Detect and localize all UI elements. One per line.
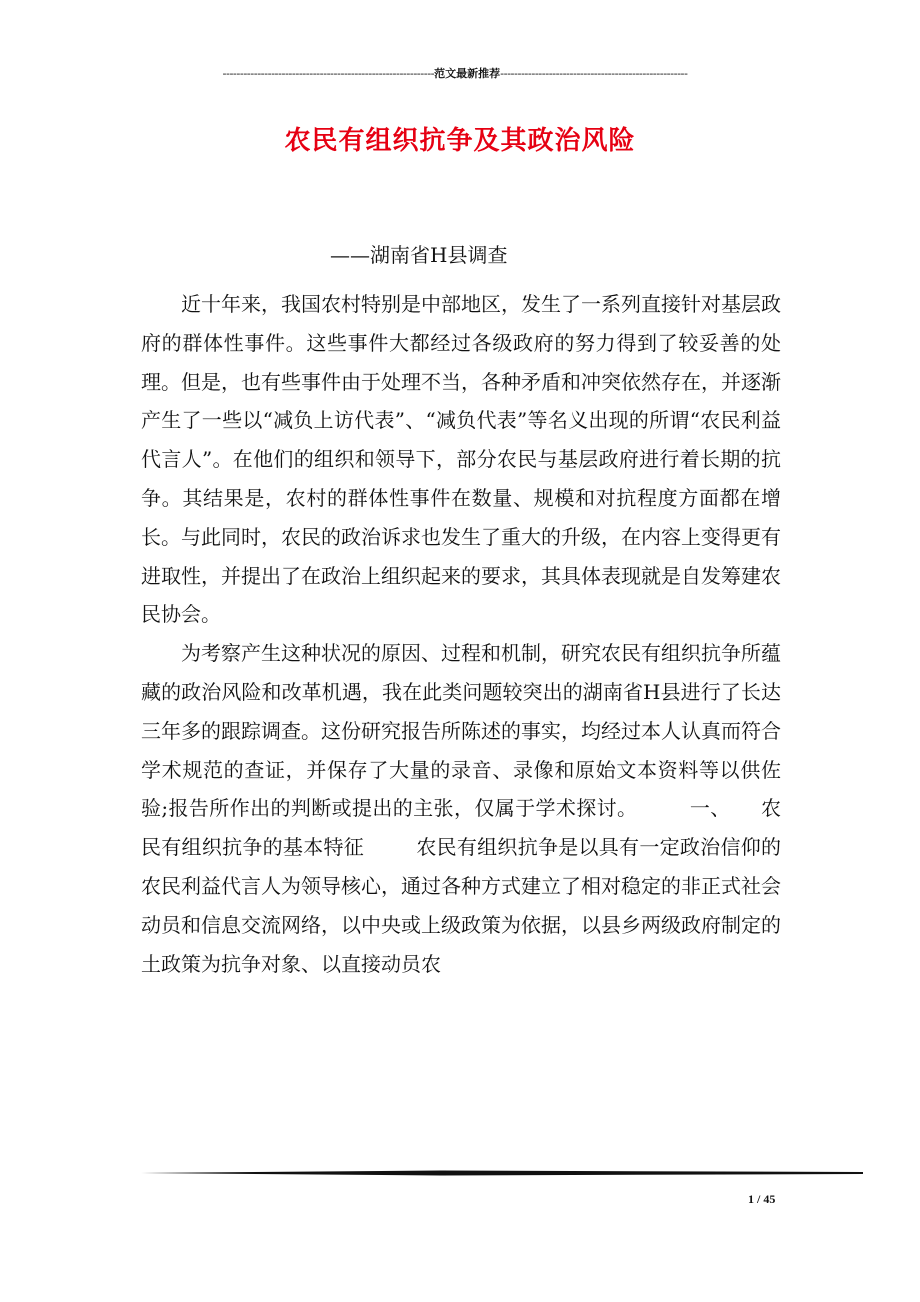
- page-header: [140, 66, 770, 82]
- document-body: [141, 285, 781, 983]
- paragraph-1: 近十年来，我国农村特别是中部地区，发生了一系列直接针对基层政府的群体性事件。这些事件大都经过各级政府的努力得到了较妥善的处理。但是，也有些事件由于处理不当，各种矛盾和冲突依然存在，并逐渐产生了一些以“减负上访代表”、“减负代表”等名义出现的所谓“农民利益代言人”。在他们的组织和领导下，部分农民与基层政府进行着长期的抗争。其结果是，农村的群体性事件在数量、规模和对抗程度方面都在增长。与此同时，农民的政治诉求也发生了重大的升级，在内容上变得更有进取性，并提出了在政治上组织起来的要求，其具体表现就是自发筹建农民协会。: [141, 292, 781, 627]
- document-subtitle: ——湖南省H县调查: [330, 243, 508, 267]
- document-title: 农民有组织抗争及其政治风险: [284, 126, 636, 156]
- header-dashes-left: -------------------------------------------------------------: [222, 67, 435, 80]
- paragraph-2-text: 为考察产生这种状况的原因、过程和机制，研究农民有组织抗争所蕴藏的政治风险和改革机遇，我在此类问题较突出的湖南省H县进行了长达三年多的跟踪调查。这份研究报告所陈述的事实，均经过本人认真而符合学术规范的查证，并保存了大量的录音、录像和原始文本资料等以供佐验;报告所作出的判断或提出的主张，仅属于学术探讨。: [141, 641, 781, 821]
- section-text: 农民有组织抗争是以具有一定政治信仰的农民利益代言人为领导核心，通过各种方式建立了相对稳定的非正式社会动员和信息交流网络，以中央或上级政策为依据，以县乡两级政府制定的土政策为抗争对象、以直接动员农: [141, 835, 782, 976]
- paragraph-2: [141, 634, 781, 983]
- page-number: 1 / 45: [748, 1192, 776, 1206]
- header-text: 范文最新推荐: [434, 67, 501, 80]
- section-number: 一、: [689, 796, 731, 821]
- header-dashes-right: ------------------------------------------------------: [500, 67, 688, 80]
- section-heading: 农民有组织抗争的基本特征: [141, 796, 781, 860]
- footer-rule: [141, 1170, 863, 1176]
